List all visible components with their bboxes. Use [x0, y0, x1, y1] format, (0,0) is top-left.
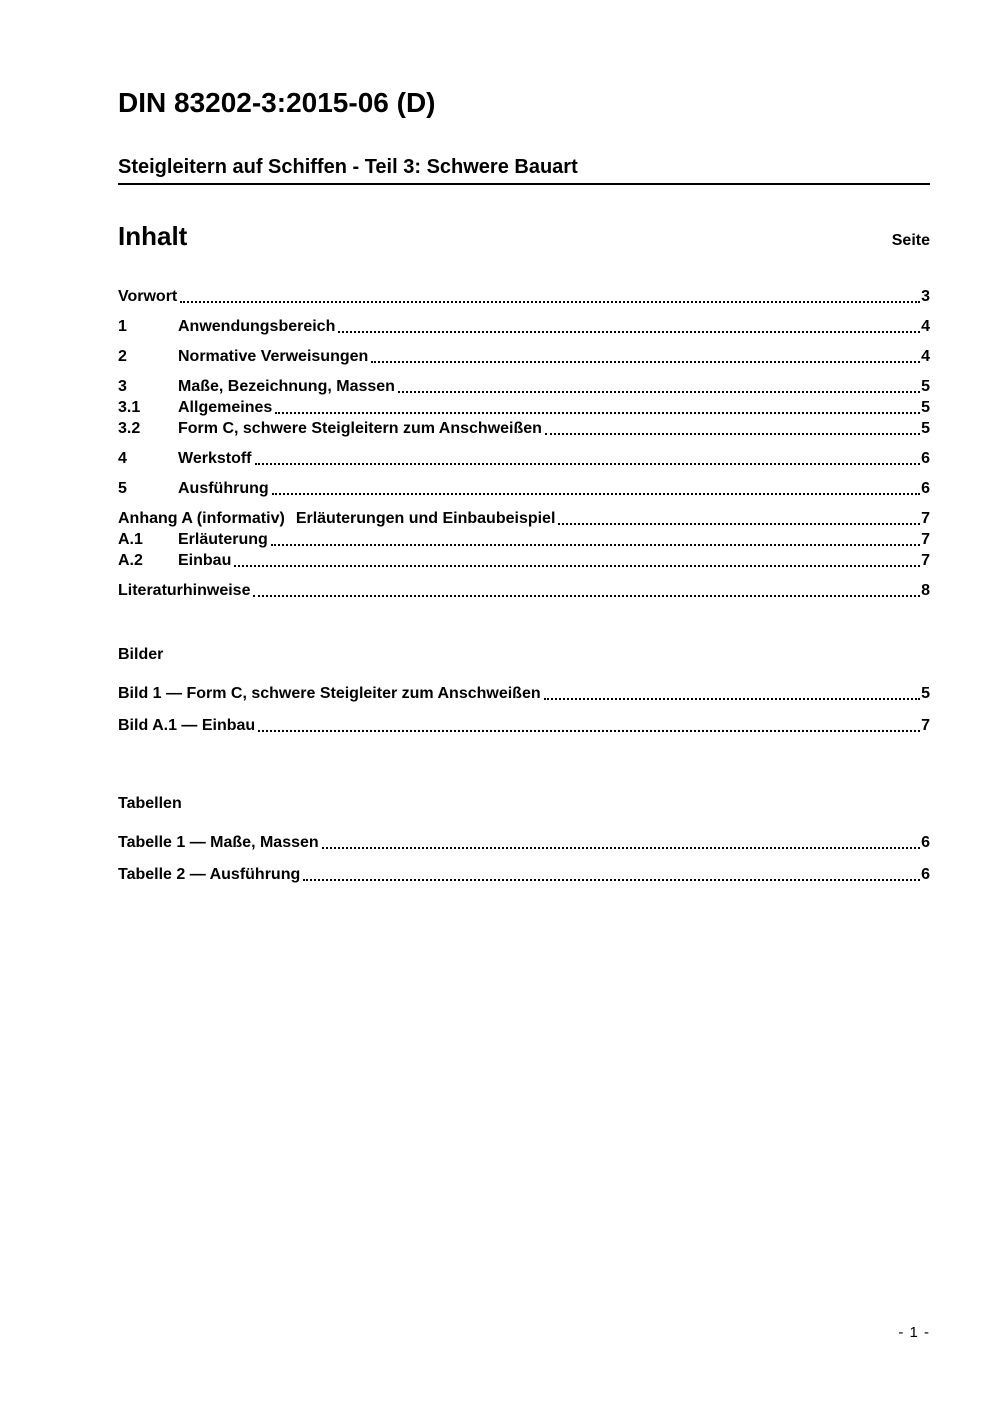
dotted-leader	[253, 595, 920, 597]
toc-entry-page: 4	[921, 318, 930, 335]
toc-entry-number: 2	[118, 348, 127, 365]
toc-header	[118, 221, 930, 256]
toc-entry[interactable]	[118, 397, 930, 418]
toc-group	[118, 376, 930, 439]
toc-entry[interactable]	[118, 346, 930, 367]
figure-entry[interactable]	[118, 683, 930, 704]
toc-entry-number: 3	[118, 378, 127, 395]
figure-entry-label: Bild A.1 — Einbau	[118, 717, 256, 734]
dotted-leader	[338, 331, 920, 333]
document-subtitle: Steigleitern auf Schiffen - Teil 3: Schwere Bauart	[118, 156, 930, 185]
toc-entry-number: 3.1	[118, 399, 141, 416]
dotted-leader	[371, 361, 920, 363]
tables-heading: Tabellen	[118, 795, 182, 812]
toc-entry-page: 8	[921, 582, 930, 599]
toc-entry-number: 4	[118, 450, 127, 467]
toc-entry[interactable]	[118, 286, 930, 307]
dotted-leader	[234, 565, 920, 567]
toc-entry-label: Normative Verweisungen	[178, 348, 369, 365]
dotted-leader	[398, 391, 920, 393]
toc-entry[interactable]	[118, 418, 930, 439]
dotted-leader	[558, 523, 920, 525]
document-title: DIN 83202-3:2015-06 (D)	[118, 87, 436, 118]
toc-entry-label: Vorwort	[118, 288, 178, 305]
toc-group	[118, 508, 930, 571]
page-content	[118, 0, 930, 896]
toc-group	[118, 346, 930, 367]
table-entry[interactable]	[118, 864, 930, 885]
toc-group	[118, 316, 930, 337]
figures-heading: Bilder	[118, 646, 164, 663]
dotted-leader	[255, 463, 921, 465]
toc-group	[118, 478, 930, 499]
dotted-leader	[258, 730, 920, 732]
figure-entry[interactable]	[118, 715, 930, 736]
dotted-leader	[303, 879, 920, 881]
toc-entry-page: 7	[921, 510, 930, 527]
toc-entry-label: Ausführung	[178, 480, 269, 497]
toc-entry-page: 7	[921, 552, 930, 569]
tables-list	[118, 832, 930, 885]
table-entry-page: 6	[921, 834, 930, 851]
toc-group	[118, 286, 930, 307]
toc-entry-label: Allgemeines	[178, 399, 273, 416]
table-entry[interactable]	[118, 832, 930, 853]
toc-entry-number: Anhang A (informativ)	[118, 510, 285, 527]
toc-group	[118, 448, 930, 469]
toc-entry-number: 5	[118, 480, 127, 497]
table-entry-page: 6	[921, 866, 930, 883]
toc-entry[interactable]	[118, 448, 930, 469]
toc-entry-page: 5	[921, 399, 930, 416]
toc-entry[interactable]	[118, 376, 930, 397]
toc-entry-page: 7	[921, 531, 930, 548]
toc-entry-label: Maße, Bezeichnung, Massen	[178, 378, 395, 395]
toc-entry-number: A.1	[118, 531, 143, 548]
toc-entry-label: Literaturhinweise	[118, 582, 251, 599]
dotted-leader	[544, 698, 920, 700]
toc-entry-number: 3.2	[118, 420, 141, 437]
toc-entry-page: 4	[921, 348, 930, 365]
toc-entry-label: Erläuterungen und Einbaubeispiel	[295, 510, 556, 527]
footer-page-number: - 1 -	[898, 1324, 930, 1341]
dotted-leader	[275, 412, 920, 414]
toc-entry-number: 1	[118, 318, 127, 335]
figure-entry-label: Bild 1 — Form C, schwere Steigleiter zum Anschweißen	[118, 685, 541, 702]
toc-entry[interactable]	[118, 550, 930, 571]
toc-entry-label: Einbau	[178, 552, 232, 569]
page-column-label: Seite	[891, 232, 930, 249]
toc-entry[interactable]	[118, 478, 930, 499]
toc-group	[118, 580, 930, 601]
table-entry-label: Tabelle 2 — Ausführung	[118, 866, 301, 883]
toc-entry-page: 5	[921, 420, 930, 437]
toc-entry-page: 6	[921, 450, 930, 467]
figure-entry-page: 7	[921, 717, 930, 734]
figures-list	[118, 683, 930, 736]
dotted-leader	[545, 433, 920, 435]
toc-entry-label: Erläuterung	[178, 531, 268, 548]
dotted-leader	[272, 493, 920, 495]
toc-entry-page: 6	[921, 480, 930, 497]
toc-entry-page: 5	[921, 378, 930, 395]
table-entry-label: Tabelle 1 — Maße, Massen	[118, 834, 319, 851]
toc-entry-page: 3	[921, 288, 930, 305]
toc-entry[interactable]	[118, 529, 930, 550]
toc-entry-label: Anwendungsbereich	[178, 318, 336, 335]
dotted-leader	[180, 301, 920, 303]
toc-heading: Inhalt	[118, 221, 188, 251]
toc-entry[interactable]	[118, 580, 930, 601]
toc-entry[interactable]	[118, 316, 930, 337]
toc-entry-label: Form C, schwere Steigleitern zum Anschweißen	[178, 420, 542, 437]
dotted-leader	[271, 544, 920, 546]
toc-entry-number: A.2	[118, 552, 143, 569]
figure-entry-page: 5	[921, 685, 930, 702]
toc-entry[interactable]	[118, 508, 930, 529]
toc-entry-label: Werkstoff	[178, 450, 252, 467]
dotted-leader	[322, 847, 920, 849]
toc-list	[118, 286, 930, 601]
